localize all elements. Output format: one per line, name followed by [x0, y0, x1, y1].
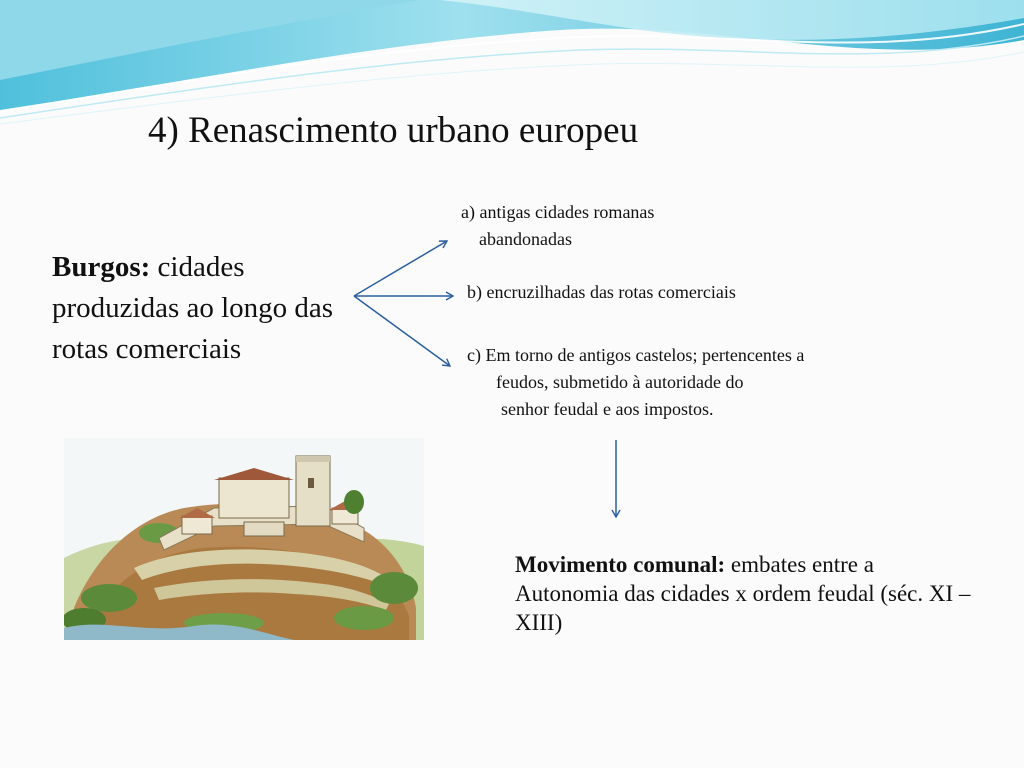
- burgos-description: cidades produzidas ao longo das rotas comerciais: [52, 251, 334, 365]
- branch-c-line2: feudos, submetido à autoridade do: [496, 372, 744, 392]
- slide-title: 4) Renascimento urbano europeu: [148, 110, 639, 151]
- branch-c-text: [467, 342, 937, 423]
- branch-a-text: [461, 199, 761, 253]
- branch-a-line1: a) antigas cidades romanas: [461, 202, 655, 222]
- movimento-term: Movimento comunal:: [515, 552, 726, 577]
- branch-c-line1: c) Em torno de antigos castelos; pertencentes a: [467, 345, 805, 365]
- branch-b-text: b) encruzilhadas das rotas comerciais: [467, 282, 736, 302]
- hilltop-castle-illustration: [64, 438, 424, 640]
- burgos-definition: [52, 247, 372, 370]
- branch-c-line3: senhor feudal e aos impostos.: [501, 399, 714, 419]
- branch-a-line2: abandonadas: [479, 229, 572, 249]
- movimento-comunal: [515, 550, 975, 637]
- movimento-description: embates entre a Autonomia das cidades x ordem feudal (séc. XI – XIII): [515, 552, 971, 635]
- burgos-term: Burgos:: [52, 251, 151, 283]
